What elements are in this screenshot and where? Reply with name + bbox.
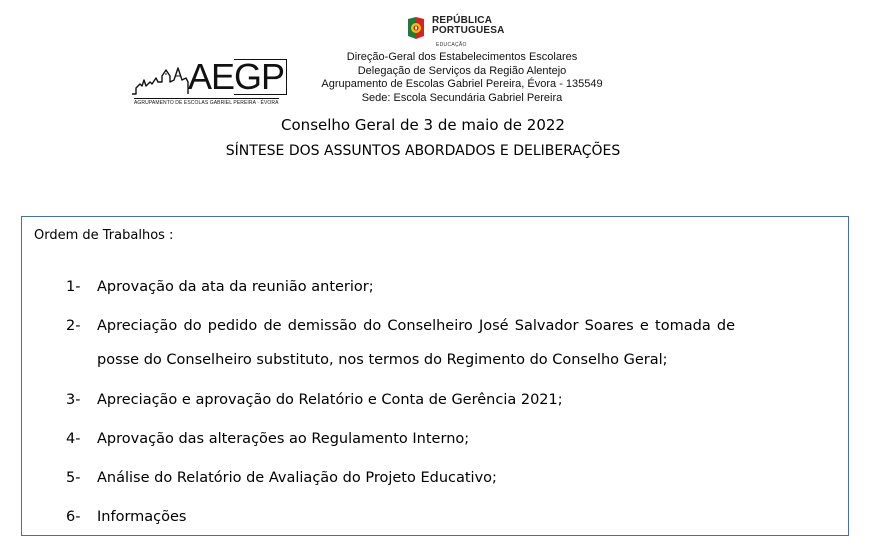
agenda-box	[21, 216, 849, 536]
agenda-item-number: 3-	[66, 392, 81, 408]
aegp-letters-ae: AE	[188, 56, 235, 97]
agenda-item-text-line1: Apreciação do pedido de demissão do Conselheiro José Salvador Soares e tomada de	[97, 318, 736, 334]
agenda-item-number: 1-	[66, 279, 81, 295]
city-skyline-icon	[132, 60, 190, 96]
aegp-logo	[132, 58, 302, 106]
document-titles	[0, 114, 846, 162]
gov-sub-educacao: EDUCAÇÃO	[436, 42, 467, 48]
agenda-item-number: 2-	[66, 318, 81, 334]
agenda-item-number: 6-	[66, 509, 81, 525]
inst-line-delegacao: Delegação de Serviços da Região Alentejo	[357, 64, 567, 77]
inst-line-sede: Sede: Escola Secundária Gabriel Pereira	[361, 91, 563, 104]
meeting-title: Conselho Geral de 3 de maio de 2022	[281, 116, 565, 134]
agenda-item-text: Aprovação das alterações ao Regulamento Interno;	[97, 431, 470, 447]
agenda-item-number: 5-	[66, 470, 81, 486]
government-logo	[404, 14, 504, 52]
agenda-item-text: Informações	[97, 509, 187, 525]
agenda-list	[22, 217, 848, 535]
inst-line-agrupamento: Agrupamento de Escolas Gabriel Pereira, Évora - 135549	[321, 78, 603, 90]
portuguese-flag-emblem-icon	[406, 16, 426, 40]
inst-line-dgeste: Direção-Geral dos Estabelecimentos Escolares	[346, 51, 578, 63]
agenda-heading: Ordem de Trabalhos :	[34, 228, 174, 243]
aegp-wordmark	[188, 58, 287, 96]
summary-title: SÍNTESE DOS ASSUNTOS ABORDADOS E DELIBERAÇÕES	[225, 143, 621, 159]
gov-line-republica: REPÚBLICA	[432, 15, 493, 26]
agenda-item-text-line2: posse do Conselheiro substituto, nos termos do Regimento do Conselho Geral;	[97, 352, 668, 368]
gov-line-portuguesa: PORTUGUESA	[432, 25, 505, 36]
agenda-item-text	[97, 309, 838, 377]
aegp-letters-gp: GP	[234, 59, 287, 95]
agenda-item-text: Aprovação da ata da reunião anterior;	[97, 279, 374, 295]
institution-header	[296, 51, 628, 105]
agenda-item-number: 4-	[66, 431, 81, 447]
agenda-item-text: Apreciação e aprovação do Relatório e Conta de Gerência 2021;	[97, 392, 563, 408]
aegp-caption: AGRUPAMENTO DE ESCOLAS GABRIEL PEREIRA · ÉVORA	[134, 100, 279, 106]
agenda-item-text: Análise do Relatório de Avaliação do Projeto Educativo;	[97, 470, 497, 486]
